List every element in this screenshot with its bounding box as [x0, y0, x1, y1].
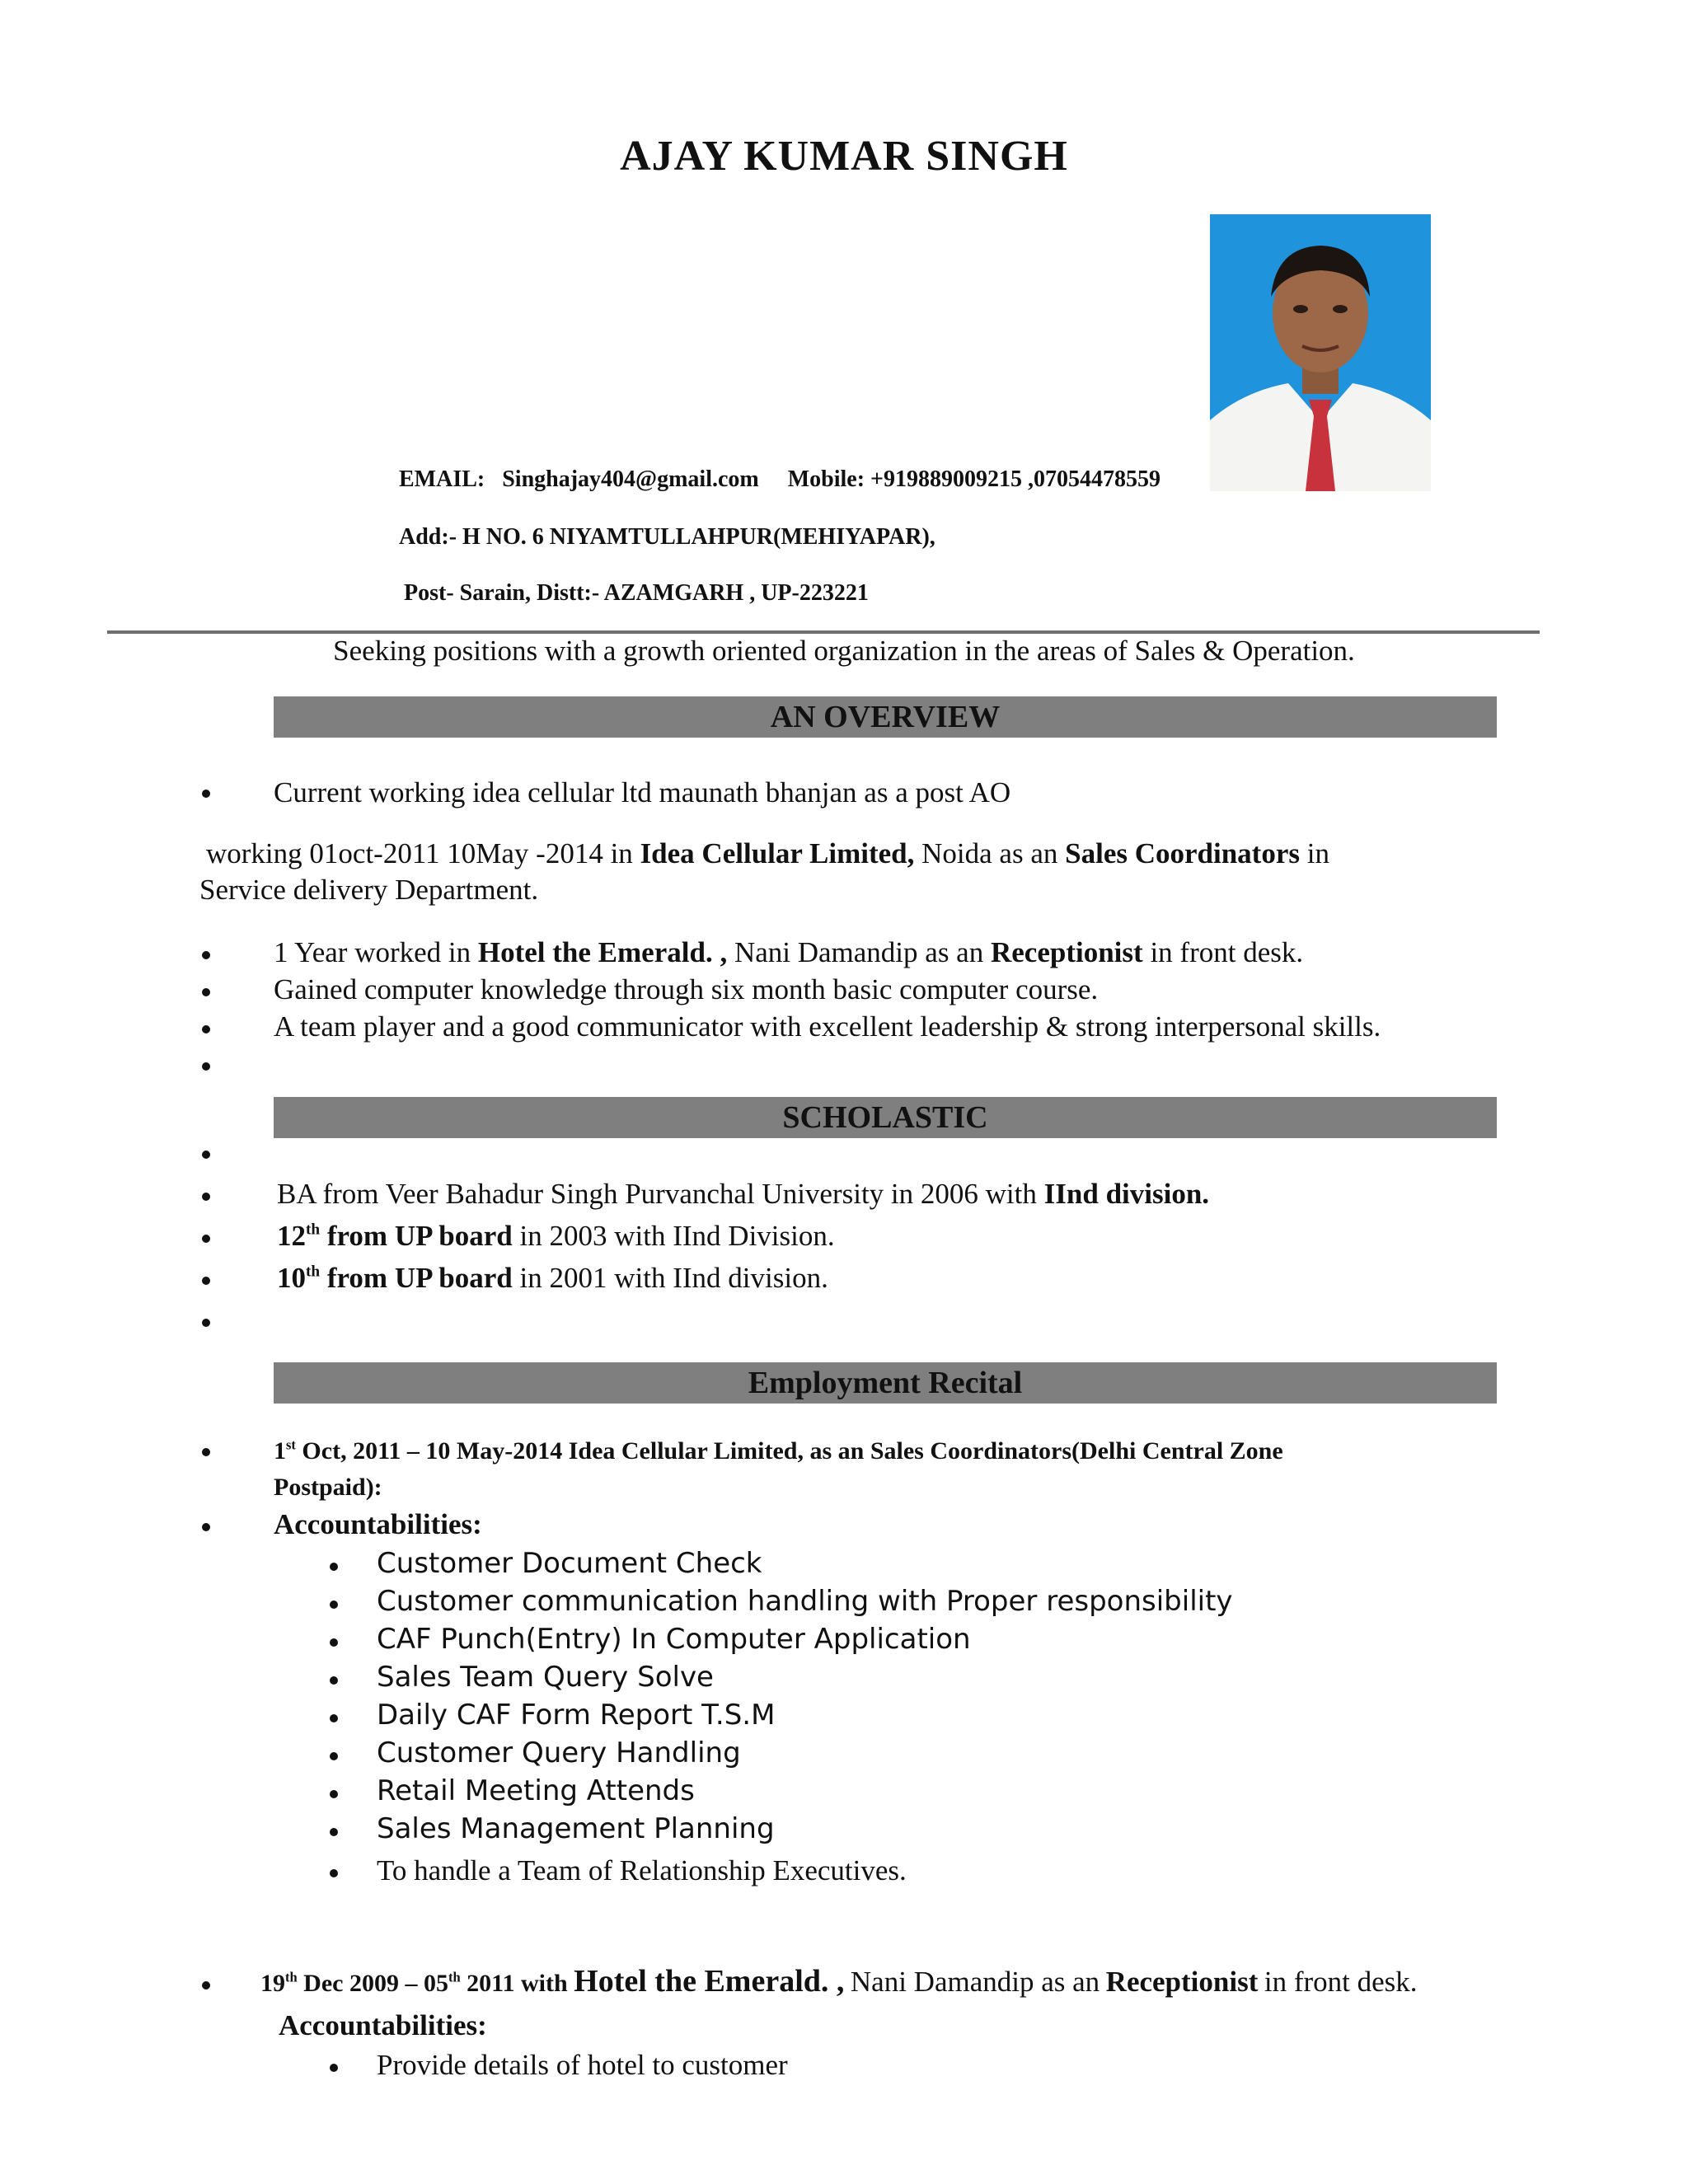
job1-day: 1 [274, 1437, 286, 1465]
twelfth-board: from UP board [326, 1220, 513, 1252]
email-label: EMAIL: [399, 466, 485, 492]
person-photo-icon [1210, 214, 1431, 491]
tenth-board: from UP board [326, 1262, 513, 1294]
job1-duty: Customer Query Handling [377, 1736, 741, 1769]
tenth-details: in 2001 with IInd division. [519, 1262, 828, 1294]
scholastic-ba [277, 1178, 1209, 1211]
candidate-name: AJAY KUMAR SINGH [620, 133, 1068, 180]
job2-end: 2011 with [467, 1970, 568, 1997]
bullet-icon [202, 790, 210, 798]
bullet-icon [202, 951, 210, 959]
mobile-label: Mobile: [787, 466, 865, 492]
job2-location: Nani Damandip as an [850, 1966, 1100, 1998]
working-suffix: in [1306, 837, 1329, 869]
job1-accountabilities-label: Accountabilities: [274, 1508, 482, 1540]
ba-division: IInd division. [1043, 1178, 1210, 1210]
bullet-icon [202, 1448, 210, 1456]
bullet-icon [330, 2064, 338, 2072]
bullet-icon [202, 1151, 210, 1159]
hotel-prefix: 1 Year worked in [274, 936, 471, 968]
bullet-icon [202, 1062, 210, 1071]
bullet-icon [330, 1752, 338, 1760]
job1-line-2: Postpaid): [274, 1474, 382, 1501]
working-company: Idea Cellular Limited, [640, 837, 915, 869]
scholastic-heading: SCHOLASTIC [274, 1097, 1497, 1138]
job1-duty: Sales Management Planning [377, 1812, 775, 1845]
ba-description: BA from Veer Bahadur Singh Purvanchal University in 2006 with [277, 1178, 1037, 1210]
email-address[interactable]: Singhajay404@gmail.com [502, 466, 759, 492]
scholastic-tenth [277, 1262, 828, 1295]
job2-accountabilities-label: Accountabilities: [279, 2009, 487, 2041]
job1-day-suffix: st [286, 1436, 296, 1453]
job2-start-suffix: th [285, 1969, 298, 1985]
job1-duty: Customer communication handling with Proper responsibility [377, 1585, 1233, 1618]
bullet-icon [202, 1193, 210, 1201]
bullet-icon [330, 1601, 338, 1609]
job1-duty: CAF Punch(Entry) In Computer Application [377, 1623, 971, 1656]
job2-start-day: 19 [260, 1970, 285, 1997]
tenth-number: 10 [277, 1262, 306, 1294]
job2-duty: Provide details of hotel to customer [377, 2049, 788, 2081]
overview-hotel-line [274, 936, 1303, 969]
twelfth-details: in 2003 with IInd Division. [519, 1220, 835, 1252]
hotel-suffix: in front desk. [1150, 936, 1304, 968]
bullet-icon [202, 988, 210, 996]
job2-period: Dec 2009 – 05 [303, 1970, 448, 1997]
job2-end-suffix: th [448, 1969, 461, 1985]
overview-working-line-2: Service delivery Department. [199, 874, 539, 906]
job1-line-1 [274, 1437, 1283, 1465]
overview-computer-line: Gained computer knowledge through six month basic computer course. [274, 973, 1099, 1005]
job1-duty: Daily CAF Form Report T.S.M [377, 1699, 776, 1732]
bullet-icon [202, 1319, 210, 1327]
overview-team-line: A team player and a good communicator with excellent leadership & strong interpersonal skills. [274, 1010, 1381, 1043]
hotel-location: Nani Damandip as an [734, 936, 984, 968]
job2-role: Receptionist [1105, 1966, 1259, 1998]
address-line-1: Add:- H NO. 6 NIYAMTULLAHPUR(MEHIYAPAR), [399, 524, 935, 550]
job1-details: Oct, 2011 – 10 May-2014 Idea Cellular Limited, as an Sales Coordinators(Delhi Central Zone [302, 1437, 1283, 1465]
bullet-icon [202, 1981, 210, 1990]
overview-heading: AN OVERVIEW [274, 696, 1497, 738]
job2-hotel: Hotel the Emerald. , [574, 1964, 845, 1999]
overview-current-role: Current working idea cellular ltd maunath bhanjan as a post AO [274, 776, 1011, 808]
overview-working-line [206, 837, 1329, 870]
career-objective: Seeking positions with a growth oriented organization in the areas of Sales & Operation. [333, 635, 1355, 667]
bullet-icon [330, 1638, 338, 1647]
job1-duty: Customer Document Check [377, 1547, 762, 1580]
address-line-2: Post- Sarain, Distt:- AZAMGARH , UP-223221 [404, 580, 869, 606]
hotel-name: Hotel the Emerald. , [477, 936, 728, 968]
job2-suffix: in front desk. [1264, 1966, 1418, 1998]
hotel-role: Receptionist [990, 936, 1143, 968]
job1-duty: To handle a Team of Relationship Executives. [377, 1854, 907, 1886]
twelfth-number: 12 [277, 1220, 306, 1252]
mobile-number: +919889009215 ,07054478559 [870, 466, 1161, 492]
bullet-icon [202, 1277, 210, 1285]
working-period: working 01oct-2011 10May -2014 in [206, 837, 633, 869]
job2-line [260, 1963, 1418, 1999]
bullet-icon [330, 1563, 338, 1571]
job1-duty: Retail Meeting Attends [377, 1774, 695, 1807]
twelfth-suffix: th [306, 1221, 321, 1239]
header-divider [107, 630, 1540, 634]
bullet-icon [330, 1714, 338, 1722]
working-role: Sales Coordinators [1065, 837, 1300, 869]
employment-heading: Employment Recital [274, 1362, 1497, 1404]
bullet-icon [202, 1025, 210, 1033]
profile-photo [1210, 214, 1431, 491]
bullet-icon [202, 1235, 210, 1243]
tenth-suffix: th [306, 1263, 321, 1281]
bullet-icon [330, 1828, 338, 1836]
bullet-icon [330, 1676, 338, 1685]
job1-duty: Sales Team Query Solve [377, 1661, 714, 1694]
working-location: Noida as an [921, 837, 1058, 869]
bullet-icon [330, 1869, 338, 1877]
scholastic-twelfth [277, 1220, 835, 1253]
bullet-icon [330, 1790, 338, 1798]
bullet-icon [202, 1523, 210, 1531]
contact-line [399, 466, 1160, 493]
